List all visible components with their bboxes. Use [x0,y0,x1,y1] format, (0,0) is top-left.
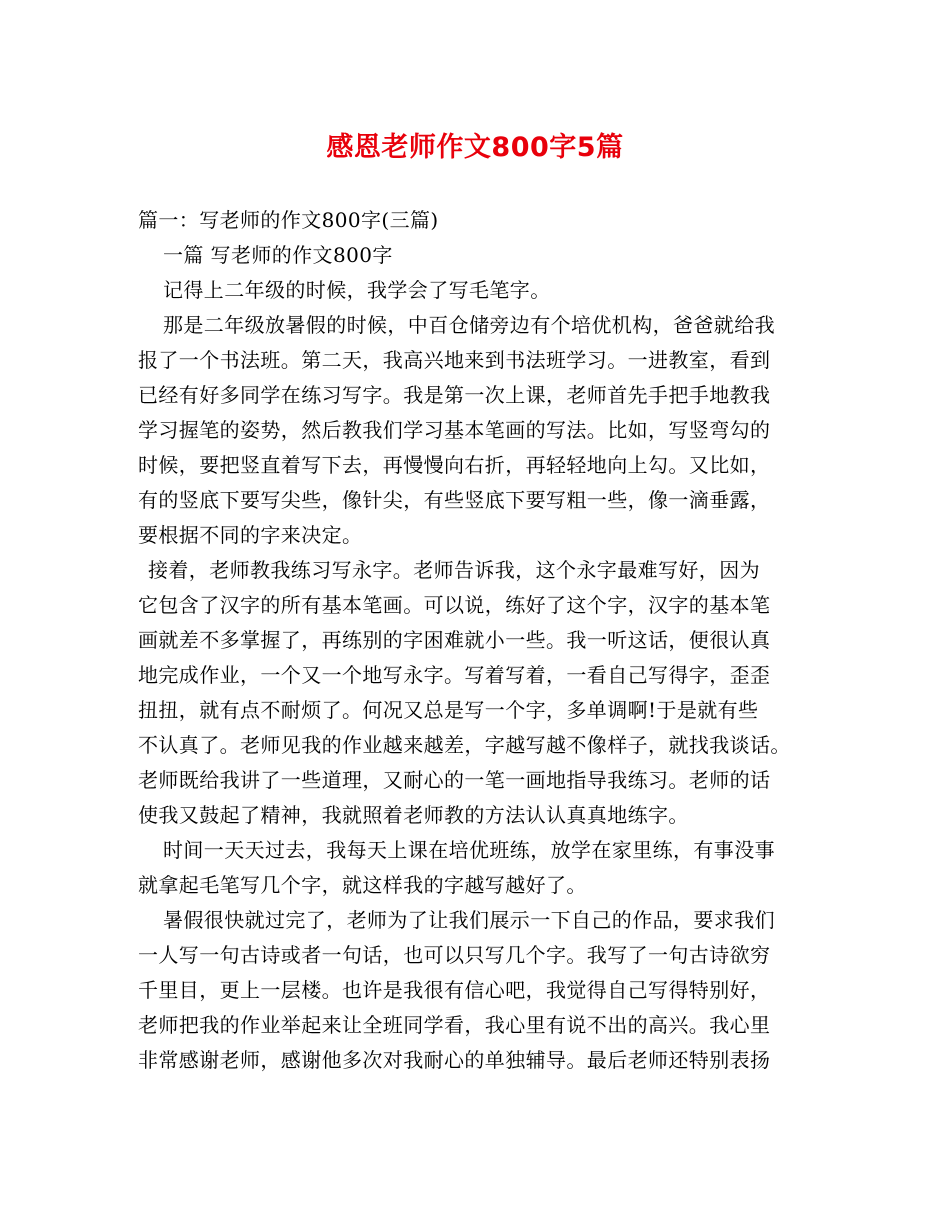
text-line: 篇一：写老师的作文800字(三篇) [138,208,439,232]
text-line: 老师既给我讲了一些道理，又耐心的一笔一画地指导我练习。老师的话 [138,768,771,792]
text-line: 有的竖底下要写尖些，像针尖，有些竖底下要写粗一些，像一滴垂露， [138,488,771,512]
text-line: 时候，要把竖直着写下去，再慢慢向右折，再轻轻地向上勾。又比如， [138,453,771,477]
text-line: 那是二年级放暑假的时候，中百仓储旁边有个培优机构，爸爸就给我 [163,313,775,337]
text-line: 不认真了。老师见我的作业越来越差，字越写越不像样子，就找我谈话。 [138,733,791,757]
text-line: 一篇 写老师的作文800字 [163,243,393,267]
text-line: 接着，老师教我练习写永字。老师告诉我，这个永字最难写好，因为 [148,558,760,582]
text-line: 要根据不同的字来决定。 [138,523,363,547]
text-line: 一人写一句古诗或者一句话，也可以只写几个字。我写了一句古诗欲穷 [138,943,771,967]
text-line: 暑假很快就过完了，老师为了让我们展示一下自己的作品，要求我们 [163,908,775,932]
text-line: 画就差不多掌握了，再练别的字困难就小一些。我一听这话，便很认真 [138,628,771,652]
text-line: 已经有好多同学在练习写字。我是第一次上课，老师首先手把手地教我 [138,383,771,407]
text-line: 记得上二年级的时候，我学会了写毛笔字。 [163,278,551,302]
document-body [138,203,828,1078]
text-line: 学习握笔的姿势，然后教我们学习基本笔画的写法。比如，写竖弯勾的 [138,418,771,442]
text-line: 报了一个书法班。第二天，我高兴地来到书法班学习。一进教室，看到 [138,348,771,372]
text-line: 它包含了汉字的所有基本笔画。可以说，练好了这个字，汉字的基本笔 [138,593,771,617]
text-line: 时间一天天过去，我每天上课在培优班练，放学在家里练，有事没事 [163,838,775,862]
text-line: 非常感谢老师，感谢他多次对我耐心的单独辅导。最后老师还特别表扬 [138,1048,771,1072]
text-line: 老师把我的作业举起来让全班同学看，我心里有说不出的高兴。我心里 [138,1013,771,1037]
text-line: 扭扭，就有点不耐烦了。何况又总是写一个字，多单调啊!于是就有些 [138,698,759,722]
text-line: 就拿起毛笔写几个字，就这样我的字越写越好了。 [138,873,587,897]
text-line: 地完成作业，一个又一个地写永字。写着写着，一看自己写得字，歪歪 [138,663,771,687]
text-line: 使我又鼓起了精神，我就照着老师教的方法认认真真地练字。 [138,803,689,827]
document-title: 感恩老师作文800字5篇 [326,132,624,163]
text-line: 千里目，更上一层楼。也许是我很有信心吧，我觉得自己写得特别好， [138,978,771,1002]
